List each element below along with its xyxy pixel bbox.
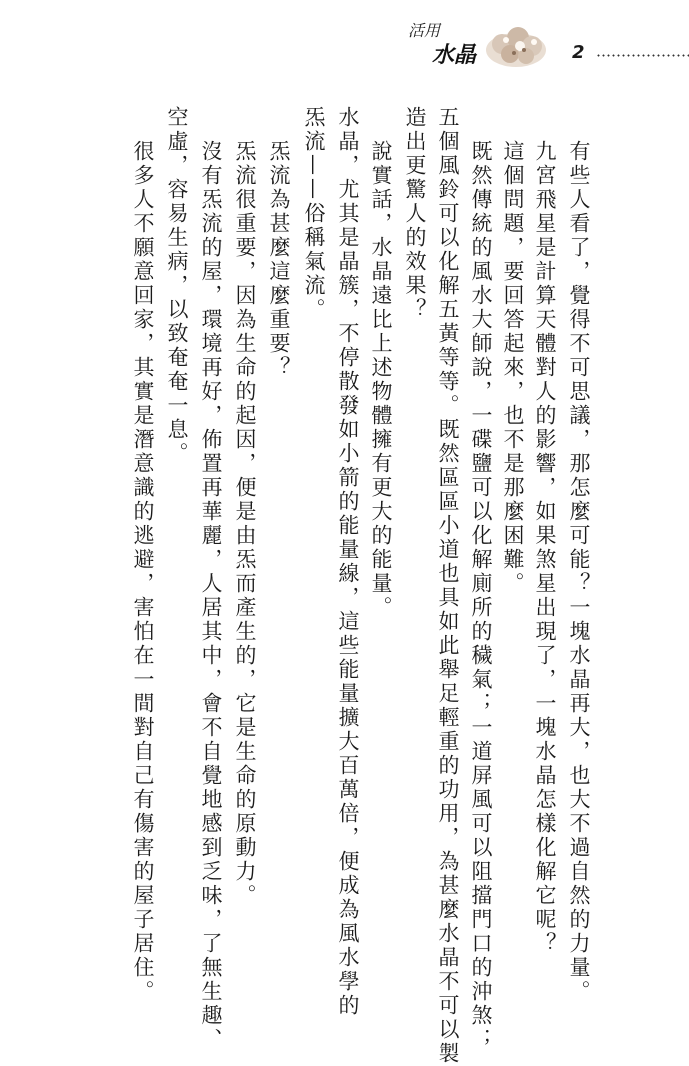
text-line: 九宮飛星是計算天體對人的影響，如果煞星出現了，一塊水晶怎樣化解它呢？ — [533, 140, 557, 956]
text-line: 說實話，水晶遠比上述物體擁有更大的能量。 — [369, 140, 393, 620]
text-line: 造出更驚人的效果？ — [403, 106, 427, 322]
book-title: 水晶 — [432, 43, 477, 68]
text-line: 空虛，容易生病，以致奄奄一息。 — [165, 106, 189, 466]
page-number: 2 — [572, 42, 585, 63]
text-line: 很多人不願意回家，其實是潛意識的逃避，害怕在一間對自己有傷害的屋子居住。 — [131, 140, 155, 1004]
text-line: 水晶，尤其是晶簇，不停散發如小箭的能量線，這些能量擴大百萬倍，便成為風水學的 — [336, 106, 360, 1018]
book-title-small: 活用 — [408, 21, 441, 40]
text-line: 炁流——俗稱氣流。 — [302, 106, 326, 322]
text-line: 五個風鈴可以化解五黃等等。既然區區小道也具如此舉足輕重的功用，為甚麼水晶不可以製 — [436, 106, 460, 1066]
text-line: 這個問題，要回答起來，也不是那麼困難。 — [501, 140, 525, 596]
crystal-flower-illustration-icon — [480, 20, 550, 72]
header-dotted-rule — [596, 54, 689, 57]
text-line: 炁流很重要，因為生命的起因，便是由炁而產生的，它是生命的原動力。 — [233, 140, 257, 908]
text-line: 既然傳統的風水大師說，一碟鹽可以化解廁所的穢氣；一道屏風可以阻擋門口的沖煞； — [469, 140, 493, 1052]
text-line: 炁流為甚麼這麼重要？ — [267, 140, 291, 380]
text-line: 沒有炁流的屋，環境再好，佈置再華麗，人居其中，會不自覺地感到乏味，了無生趣、 — [199, 140, 223, 1052]
text-line: 有些人看了，覺得不可思議，那怎麼可能？一塊水晶再大，也大不過自然的力量。 — [567, 140, 591, 1004]
